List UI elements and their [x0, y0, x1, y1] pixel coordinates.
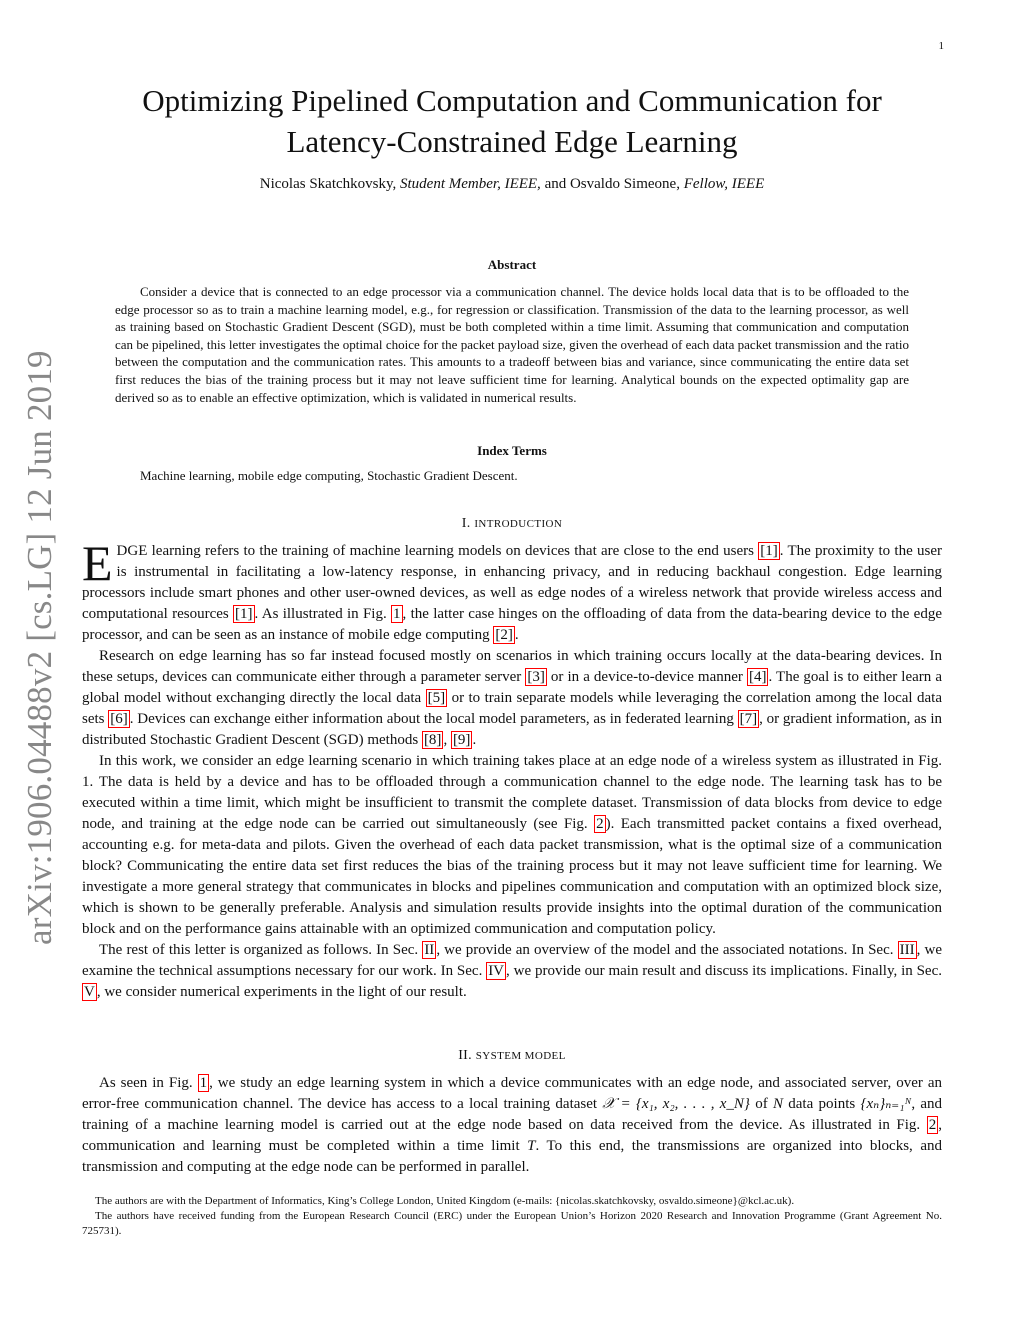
index-terms-text: Machine learning, mobile edge computing, Stochastic Gradient Descent.	[140, 468, 518, 483]
text-run: of	[749, 1096, 773, 1112]
text-run: . To this end, the transmissions are organized into blocks, and transmission and computing at the edge node can be performed in parallel.	[82, 1138, 942, 1175]
intro-paragraph-1	[82, 535, 943, 646]
text-run: .	[514, 627, 519, 643]
text-run: , and training of a machine learning model is carried out at the edge node based on data received from the device. As illustrated in Fig.	[82, 1096, 942, 1133]
citation-link[interactable]: [9]	[452, 732, 471, 748]
citation-link[interactable]: [1]	[760, 543, 778, 559]
intro-paragraph-4	[82, 940, 942, 1003]
text-run: DGE learning refers to the training of machine learning models on devices that are close to the end users	[116, 543, 759, 559]
section-link[interactable]: V	[84, 984, 95, 1000]
section-link[interactable]: IV	[488, 963, 505, 979]
citation-link[interactable]: [7]	[739, 711, 758, 727]
title-line-2: Latency-Constrained Edge Learning	[286, 124, 738, 159]
author-1-role: Student Member, IEEE,	[400, 176, 541, 192]
text-run: In this work, we consider an edge learning scenario in which training takes place at an edge node of a wireless system as illustrated in Fig. 1. The data is held by a device and has to be offloaded through a communication channel to the edge node. The learning task has to be executed within a time limit, which might be insufficient to transmit the complete dataset. Transmission of data blocks from device to edge node, and training at the edge node can be carried out simultaneously (see Fig.	[82, 753, 942, 832]
author-1: Nicolas Skatchkovsky,	[259, 176, 397, 192]
arxiv-identifier: arXiv:1906.04488v2 [cs.LG] 12 Jun 2019	[20, 350, 59, 945]
author-line	[82, 176, 942, 193]
citation-link[interactable]: [8]	[423, 732, 442, 748]
text-run: As seen in Fig.	[99, 1075, 198, 1091]
text-run: , we examine the technical assumptions necessary for our work. In Sec.	[82, 942, 942, 979]
text-run: . The goal is to either learn a global model without exchanging directly the local data	[82, 669, 942, 706]
section-link[interactable]: III	[899, 942, 915, 958]
citation-link[interactable]: [2]	[495, 627, 513, 643]
intro-paragraph-3	[82, 751, 942, 940]
paper-title	[82, 80, 942, 162]
section-heading-introduction	[82, 516, 942, 532]
footnote-affiliation: The authors are with the Department of Informatics, King’s College London, United Kingdom (e-mails: {nicolas.skatchkovsky, osvaldo.simeone}@kcl.ac.uk).	[95, 1195, 795, 1207]
text-run: ). Each transmitted packet contains a fixed overhead, accounting e.g. for meta-data and pilots. Given the overhead of each data packet transmission, what is the optimal size of a communication block? Communicating the entire data set first reduces the bias of the training process but it may not leave sufficient time for learning. We investigate a more general strategy that communicates in blocks and pipelines communication and computation with an optimized block size, which is shown to be generally preferable. Analysis and simulation results provide insights into the optimal duration of the communication block and on the performance gains attainable with an optimized communication and computation policy.	[82, 816, 942, 937]
math-datapoints: {xₙ}ₙ₌₁ᴺ	[860, 1096, 912, 1112]
index-terms-heading: Index Terms	[477, 443, 547, 458]
citation-link[interactable]: [1]	[235, 606, 253, 622]
text-run: , communication and learning must be completed within a time limit	[82, 1117, 942, 1154]
intro-paragraph-2	[82, 646, 942, 751]
abstract-heading: Abstract	[487, 257, 537, 272]
citation-link[interactable]: [6]	[110, 711, 128, 727]
introduction-body	[82, 535, 943, 1003]
math-dataset: 𝒳 = {x₁, x₂, . . . , x_N}	[602, 1096, 750, 1112]
text-run: .	[472, 732, 477, 748]
text-run: data points	[783, 1096, 861, 1112]
section-heading-system-model	[82, 1048, 942, 1064]
author-2-role: Fellow, IEEE	[683, 176, 765, 192]
title-line-1: Optimizing Pipelined Computation and Communication for	[142, 83, 882, 118]
citation-link[interactable]: [4]	[748, 669, 767, 685]
section-title: INTRODUCTION	[474, 518, 563, 530]
text-run: Research on edge learning has so far instead focused mostly on scenarios in which training occurs locally at the data-bearing devices. In these setups, devices can communicate either through a parameter server	[82, 648, 942, 685]
footnotes	[82, 1194, 942, 1239]
page-number: 1	[938, 40, 944, 52]
system-model-paragraph-1	[82, 1073, 942, 1178]
math-time-limit: T	[527, 1138, 536, 1154]
math-n: N	[772, 1096, 783, 1112]
section-number: II.	[458, 1048, 472, 1063]
text-run: . Devices can exchange either information about the local model parameters, as in federated learning	[129, 711, 738, 727]
section-number: I.	[461, 516, 471, 531]
citation-link[interactable]: [3]	[527, 669, 545, 685]
figure-link[interactable]: 2	[928, 1117, 937, 1133]
author-2: and Osvaldo Simeone,	[544, 176, 680, 192]
text-run: ,	[443, 732, 451, 748]
drop-cap: E	[82, 535, 113, 591]
text-run: . The proximity to the user is instrumental in facilitating a low-latency response, in enhancing privacy, and in reducing backhaul congestion. Edge learning processors include smart phones and other user-owned devices, as well as edge nodes of a wireless network that provide wireless access and computational resources	[82, 543, 942, 622]
text-run: . As illustrated in Fig.	[254, 606, 392, 622]
abstract-text: Consider a device that is connected to an edge processor via a communication channel. The device holds local data that is to be offloaded to the edge processor so as to train a machine learning model, e.g., for regression or classification. Transmission of the data to the learning processor, as well as training based on Stochastic Gradient Descent (SGD), must be both completed within a time limit. Assuming that communication and computation can be pipelined, this letter investigates the optimal choice for the packet payload size, given the overhead of each data packet transmission and the ratio between the computation and the communication rates. This amounts to a tradeoff between bias and variance, since communicating the entire data set first reduces the bias of the training process but it may not leave sufficient time for learning. Analytical bounds on the expected optimality gap are derived so as to enable an effective optimization, which is validated in numerical results.	[115, 284, 909, 405]
text-run: , the latter case hinges on the offloading of data from the data-bearing device to the edge processor, and can be seen as an instance of mobile edge computing	[82, 606, 943, 643]
figure-link[interactable]: 1	[393, 606, 401, 622]
text-run: , we provide our main result and discuss its implications. Finally, in Sec.	[506, 963, 942, 979]
footnote-funding: The authors have received funding from the European Research Council (ERC) under the European Union’s Horizon 2020 Research and Innovation Programme (Grant Agreement No. 725731).	[82, 1210, 942, 1237]
system-model-body	[82, 1073, 942, 1178]
section-title: SYSTEM MODEL	[475, 1050, 566, 1062]
text-run: , we study an edge learning system in which a device communicates with an edge node, and associated server, over an error-free communication channel. The device has access to a local training dataset	[82, 1075, 943, 1112]
citation-link[interactable]: [5]	[427, 690, 446, 706]
section-link[interactable]: II	[424, 942, 435, 958]
text-run: or in a device-to-device manner	[546, 669, 747, 685]
figure-link[interactable]: 1	[199, 1075, 208, 1091]
text-run: or to train separate models while leveraging the correlation among the local data sets	[82, 690, 942, 727]
text-run: , we consider numerical experiments in the light of our result.	[96, 984, 467, 1000]
text-run: , or gradient information, as in distributed Stochastic Gradient Descent (SGD) methods	[82, 711, 943, 748]
figure-link[interactable]: 2	[596, 816, 604, 832]
text-run: The rest of this letter is organized as follows. In Sec.	[99, 942, 423, 958]
text-run: , we provide an overview of the model and the associated notations. In Sec.	[436, 942, 898, 958]
